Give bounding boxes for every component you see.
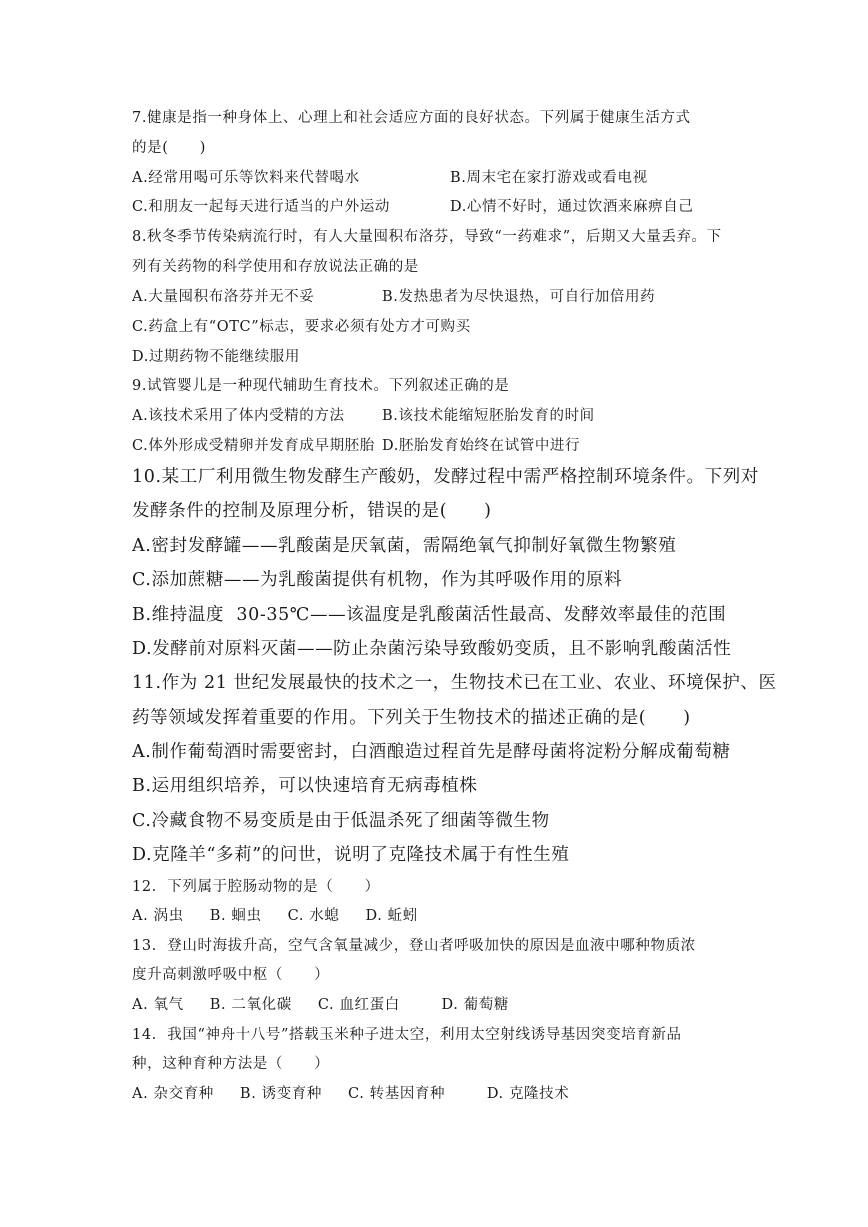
q11-stem-line2: 药等领域发挥着重要的作用。下列关于生物技术的描述正确的是( ): [132, 708, 691, 728]
q7-options-row1: [132, 166, 778, 187]
q9-option-c: C.体外形成受精卵并发育成早期胚胎: [132, 438, 375, 454]
q8-option-c: C.药盒上有“OTC”标志，要求必须有处方才可购买: [132, 319, 471, 335]
q13-options: A. 氧气 B. 二氧化碳 C. 血红蛋白 D. 葡萄糖: [132, 997, 509, 1013]
q10-option-b: B.维持温度 30-35℃——该温度是乳酸菌活性最高、发酵效率最佳的范围: [132, 605, 727, 625]
q13-stem-line1: 13. 登山时海拔升高，空气含氧量减少，登山者呼吸加快的原因是血液中哪种物质浓: [132, 938, 696, 954]
q11-stem-line1: 11.作为 21 世纪发展最快的技术之一，生物技术已在工业、农业、环境保护、医: [132, 673, 777, 693]
q7-options-row2: [132, 195, 778, 216]
q11-option-d: D.克隆羊“多莉”的问世，说明了克隆技术属于有性生殖: [132, 845, 570, 865]
q14-options: A. 杂交育种 B. 诱变育种 C. 转基因育种 D. 克隆技术: [132, 1086, 570, 1102]
q12-stem: 12. 下列属于腔肠动物的是（ ）: [132, 879, 380, 895]
q8-stem-line1: 8.秋冬季节传染病流行时，有人大量囤积布洛芬，导致“一药难求”，后期又大量丢弃。下: [132, 229, 722, 245]
q11-option-a: A.制作葡萄酒时需要密封，白酒酿造过程首先是酵母菌将淀粉分解成葡萄糖: [132, 742, 731, 762]
q8-option-d: D.过期药物不能继续服用: [132, 349, 300, 365]
q14-stem-line2: 种，这种育种方法是（ ）: [132, 1056, 330, 1072]
q12-options: A. 涡虫 B. 蛔虫 C. 水螅 D. 蚯蚓: [132, 908, 418, 924]
q8-stem-line2: 列有关药物的科学使用和存放说法正确的是: [132, 259, 419, 275]
q9-options-row1: [132, 404, 778, 425]
q9-option-b: B.该技术能缩短胚胎发育的时间: [382, 408, 595, 424]
q14-stem-line1: 14. 我国“神舟十八号”搭载玉米种子进太空，利用太空射线诱导基因突变培育新品: [132, 1027, 682, 1043]
q7-stem-line1: 7.健康是指一种身体上、心理上和社会适应方面的良好状态。下列属于健康生活方式: [132, 110, 691, 126]
q7-stem-line2: 的是( ): [132, 140, 206, 156]
q10-stem-line1: 10.某工厂利用微生物发酵生产酸奶，发酵过程中需严格控制环境条件。下列对: [132, 467, 759, 487]
q8-option-b: B.发热患者为尽快退热，可自行加倍用药: [382, 289, 656, 305]
q7-option-b: B.周末宅在家打游戏或看电视: [450, 170, 648, 186]
q13-stem-line2: 度升高刺激呼吸中枢（ ）: [132, 967, 330, 983]
q8-option-a: A.大量囤积布洛芬并无不妥: [132, 289, 315, 305]
q9-option-a: A.该技术采用了体内受精的方法: [132, 408, 345, 424]
q9-option-d: D.胚胎发育始终在试管中进行: [382, 438, 581, 454]
q10-option-c: C.添加蔗糖——为乳酸菌提供有机物，作为其呼吸作用的原料: [132, 570, 623, 590]
q7-option-d: D.心情不好时，通过饮酒来麻痹自己: [450, 199, 694, 215]
q8-options-row1: [132, 285, 778, 306]
q9-options-row2: [132, 434, 778, 455]
q10-option-a: A.密封发酵罐——乳酸菌是厌氧菌，需隔绝氧气抑制好氧微生物繁殖: [132, 536, 677, 556]
q10-stem-line2: 发酵条件的控制及原理分析，错误的是( ): [132, 501, 492, 521]
q11-option-b: B.运用组织培养，可以快速培育无病毒植株: [132, 776, 478, 796]
q7-option-a: A.经常用喝可乐等饮料来代替喝水: [132, 170, 360, 186]
q7-option-c: C.和朋友一起每天进行适当的户外运动: [132, 199, 390, 215]
q10-option-d: D.发酵前对原料灭菌——防止杂菌污染导致酸奶变质，且不影响乳酸菌活性: [132, 639, 732, 659]
q9-stem: 9.试管婴儿是一种现代辅助生育技术。下列叙述正确的是: [132, 378, 510, 394]
q11-option-c: C.冷藏食物不易变质是由于低温杀死了细菌等微生物: [132, 811, 550, 831]
